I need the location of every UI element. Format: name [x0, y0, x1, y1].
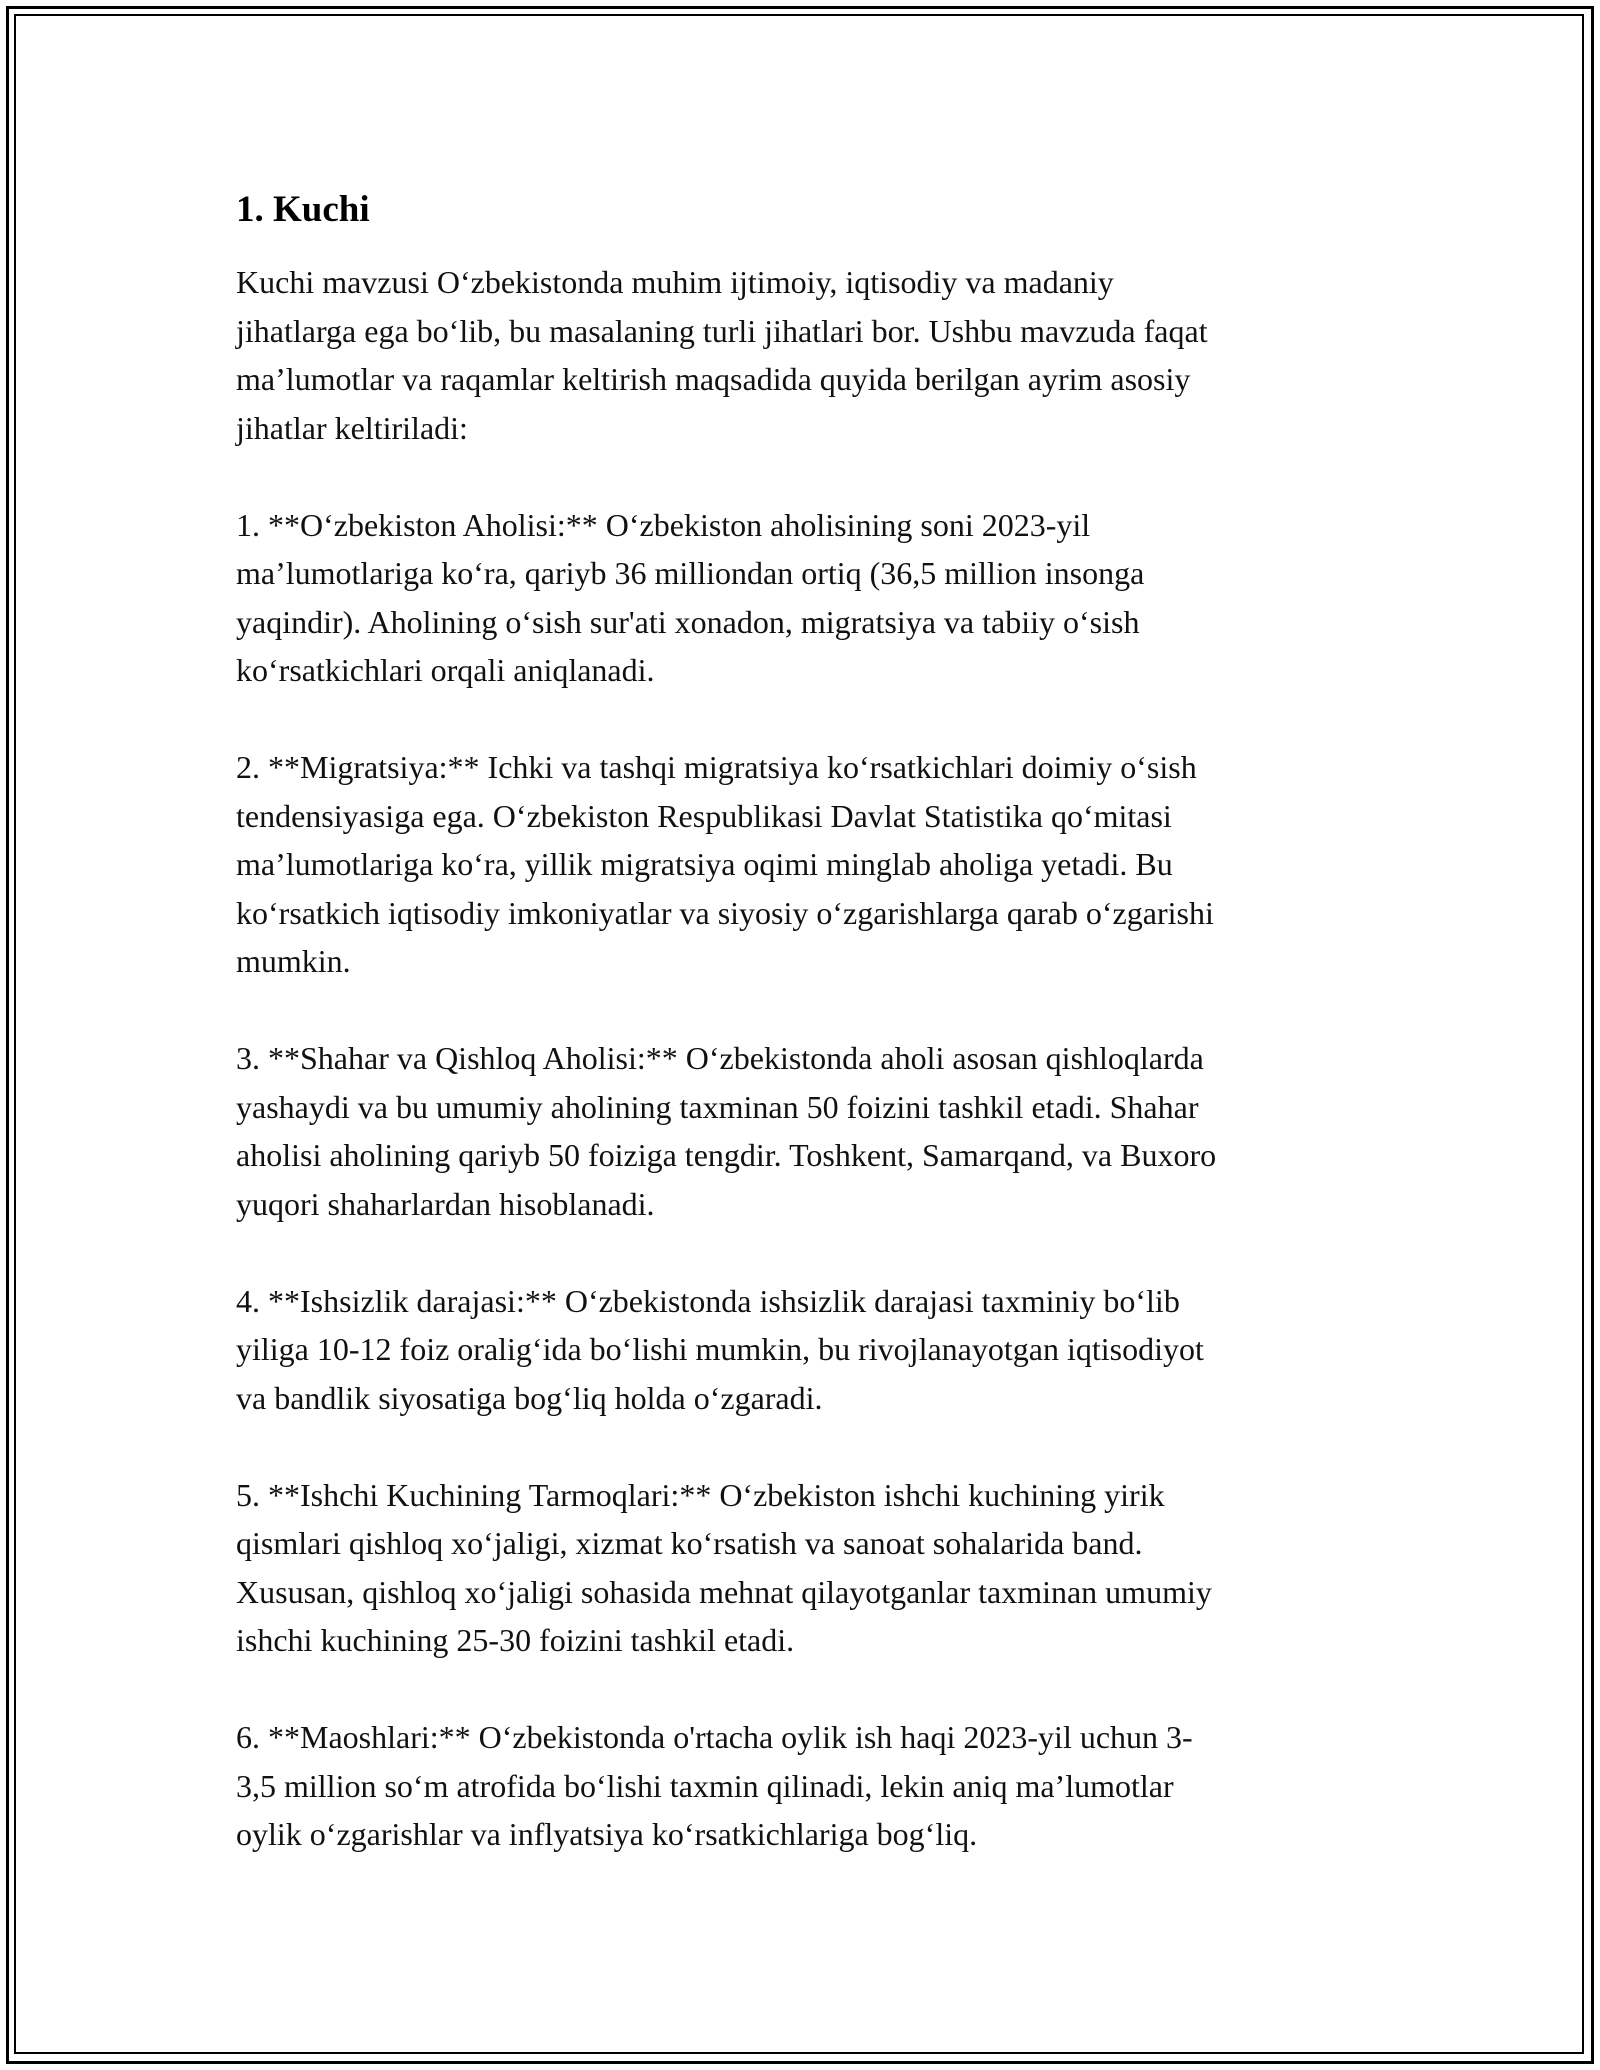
section-heading: 1. Kuchi	[236, 189, 370, 230]
list-item: 4. **Ishsizlik darajasi:** O‘zbekistonda ishsizlik darajasi taxminiy bo‘lib yiliga 10-12 foiz oralig‘ida bo‘lishi mumkin, bu rivojlanayotgan iqtisodiyot va bandlik siyosatiga bog‘liq holda o‘zgaradi.	[236, 1282, 1204, 1416]
list-item: 3. **Shahar va Qishloq Aholisi:** O‘zbekistonda aholi asosan qishloqlarda yashaydi va bu umumiy aholining taxminan 50 foizini tashkil etadi. Shahar aholisi aholining qariyb 50 foiziga tengdir. Toshkent, Samarqand, va Buxoro yuqori shaharlardan hisoblanadi.	[236, 1040, 1217, 1222]
list-item: 2. **Migratsiya:** Ichki va tashqi migratsiya ko‘rsatkichlari doimiy o‘sish tendensiyasiga ega. O‘zbekiston Respublikasi Davlat Statistika qo‘mitasi ma’lumotlariga ko‘ra, yillik migratsiya oqimi minglab aholiga yetadi. Bu ko‘rsatkich iqtisodiy imkoniyatlar va siyosiy o‘zgarishlarga qarab o‘zgarishi mumkin.	[236, 749, 1214, 979]
document-body	[236, 186, 1376, 1907]
intro-paragraph: Kuchi mavzusi O‘zbekistonda muhim ijtimoiy, iqtisodiy va madaniy jihatlarga ega bo‘lib, bu masalaning turli jihatlari bor. Ushbu mavzuda faqat ma’lumotlar va raqamlar keltirish maqsadida quyida berilgan ayrim asosiy jihatlar keltiriladi:	[236, 264, 1208, 446]
list-item: 5. **Ishchi Kuchining Tarmoqlari:** O‘zbekiston ishchi kuchining yirik qismlari qishloq xo‘jaligi, xizmat ko‘rsatish va sanoat sohalarida band. Xususan, qishloq xo‘jaligi sohasida mehnat qilayotganlar taxminan umumiy ishchi kuchining 25-30 foizini tashkil etadi.	[236, 1476, 1212, 1658]
list-item: 6. **Maoshlari:** O‘zbekistonda o'rtacha oylik ish haqi 2023-yil uchun 3- 3,5 million so‘m atrofida bo‘lishi taxmin qilinadi, lekin aniq ma’lumotlar oylik o‘zgarishlar va inflyatsiya ko‘rsatkichlariga bog‘liq.	[236, 1719, 1193, 1852]
list-item: 1. **O‘zbekiston Aholisi:** O‘zbekiston aholisining soni 2023-yil ma’lumotlariga ko‘ra, qariyb 36 milliondan ortiq (36,5 million insonga yaqindir). Aholining o‘sish sur'ati xonadon, migratsiya va tabiiy o‘sish ko‘rsatkichlari orqali aniqlanadi.	[236, 506, 1145, 688]
